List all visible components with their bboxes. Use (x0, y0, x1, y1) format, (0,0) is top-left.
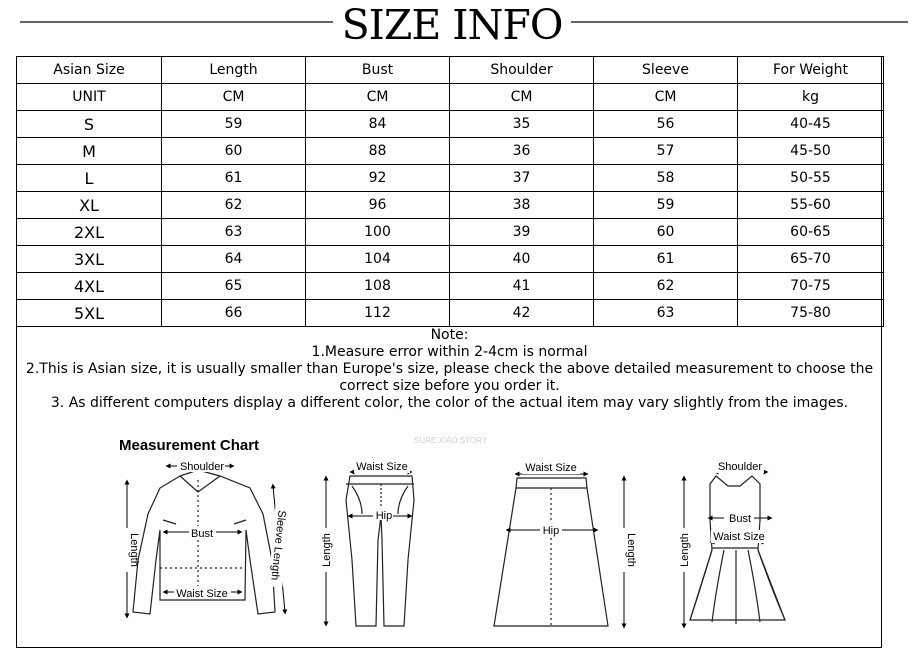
shirt-sleeve-label: Sleeve Length (268, 509, 288, 581)
table-cell: 100 (306, 219, 450, 246)
size-cell: 4XL (17, 273, 162, 300)
size-cell: XL (17, 192, 162, 219)
table-cell: 58 (594, 165, 738, 192)
table-cell: 57 (594, 138, 738, 165)
table-cell: For Weight (738, 57, 884, 84)
table-cell: 45-50 (738, 138, 884, 165)
table-cell: 108 (306, 273, 450, 300)
table-cell: 40-45 (738, 111, 884, 138)
table-cell: 55-60 (738, 192, 884, 219)
size-cell: L (17, 165, 162, 192)
size-cell: UNIT (17, 84, 162, 111)
table-cell: 60 (162, 138, 306, 165)
table-cell: 59 (162, 111, 306, 138)
dress-length-label: Length (679, 533, 691, 567)
table-cell: 37 (450, 165, 594, 192)
skirt-hip-label: Hip (542, 525, 560, 537)
table-cell: 39 (450, 219, 594, 246)
table-cell: 60-65 (738, 219, 884, 246)
table-cell: 96 (306, 192, 450, 219)
table-cell: 61 (162, 165, 306, 192)
skirt-diagram (494, 478, 608, 626)
table-cell: 112 (306, 300, 450, 327)
table-cell: 63 (162, 219, 306, 246)
table-cell: 65 (162, 273, 306, 300)
note-line-2: 2.This is Asian size, it is usually smaller than Europe's size, please check the above detailed measurement to choose the correct size before you order it. (25, 361, 874, 394)
size-cell: S (17, 111, 162, 138)
note-line-1: 1.Measure error within 2-4cm is normal (311, 344, 588, 360)
table-cell: 59 (594, 192, 738, 219)
size-cell: 5XL (17, 300, 162, 327)
table-cell: 70-75 (738, 273, 884, 300)
dress-waist-label: Waist Size (713, 531, 765, 543)
table-cell: 75-80 (738, 300, 884, 327)
table-cell: Length (162, 57, 306, 84)
table-cell: 38 (450, 192, 594, 219)
table-cell: 56 (594, 111, 738, 138)
table-cell: 88 (306, 138, 450, 165)
watermark: SURE XIAO STORY (414, 436, 488, 445)
table-cell: 60 (594, 219, 738, 246)
pants-length-label: Length (321, 533, 333, 567)
table-cell: 40 (450, 246, 594, 273)
table-cell: 62 (162, 192, 306, 219)
pants-hip-label: Hip (375, 510, 393, 522)
shirt-shoulder-label: Shoulder (179, 461, 225, 473)
skirt-length-label: Length (625, 533, 637, 567)
shirt-length-label: Length (128, 533, 140, 567)
dress-bust-label: Bust (728, 513, 752, 525)
note-line-3: 3. As different computers display a different color, the color of the actual item may vary slightly from the images. (50, 395, 849, 411)
measurement-chart-heading: Measurement Chart (119, 437, 260, 454)
shirt-bust-label: Bust (190, 528, 214, 540)
dress-diagram (690, 476, 785, 624)
table-cell: 62 (594, 273, 738, 300)
table-cell: CM (306, 84, 450, 111)
page-title: SIZE INFO (341, 1, 563, 49)
table-cell: 84 (306, 111, 450, 138)
table-cell: Sleeve (594, 57, 738, 84)
size-cell: Asian Size (17, 57, 162, 84)
table-cell: 104 (306, 246, 450, 273)
dress-shoulder-label: Shoulder (717, 461, 763, 473)
table-cell: 36 (450, 138, 594, 165)
size-cell: 2XL (17, 219, 162, 246)
table-cell: Shoulder (450, 57, 594, 84)
table-cell: kg (738, 84, 884, 111)
table-cell: 50-55 (738, 165, 884, 192)
table-cell: 64 (162, 246, 306, 273)
table-cell: Bust (306, 57, 450, 84)
table-cell: 61 (594, 246, 738, 273)
skirt-waist-label: Waist Size (525, 462, 577, 474)
table-cell: CM (594, 84, 738, 111)
table-cell: 35 (450, 111, 594, 138)
size-cell: M (17, 138, 162, 165)
table-cell: 63 (594, 300, 738, 327)
size-cell: 3XL (17, 246, 162, 273)
table-cell: 65-70 (738, 246, 884, 273)
notes-heading: Note: (430, 327, 469, 343)
table-cell: 92 (306, 165, 450, 192)
table-cell: 66 (162, 300, 306, 327)
shirt-waist-label: Waist Size (176, 588, 228, 600)
table-cell: 41 (450, 273, 594, 300)
pants-waist-label: Waist Size (356, 461, 408, 473)
pants-diagram (346, 476, 414, 626)
table-cell: 42 (450, 300, 594, 327)
table-cell: CM (162, 84, 306, 111)
table-cell: CM (450, 84, 594, 111)
